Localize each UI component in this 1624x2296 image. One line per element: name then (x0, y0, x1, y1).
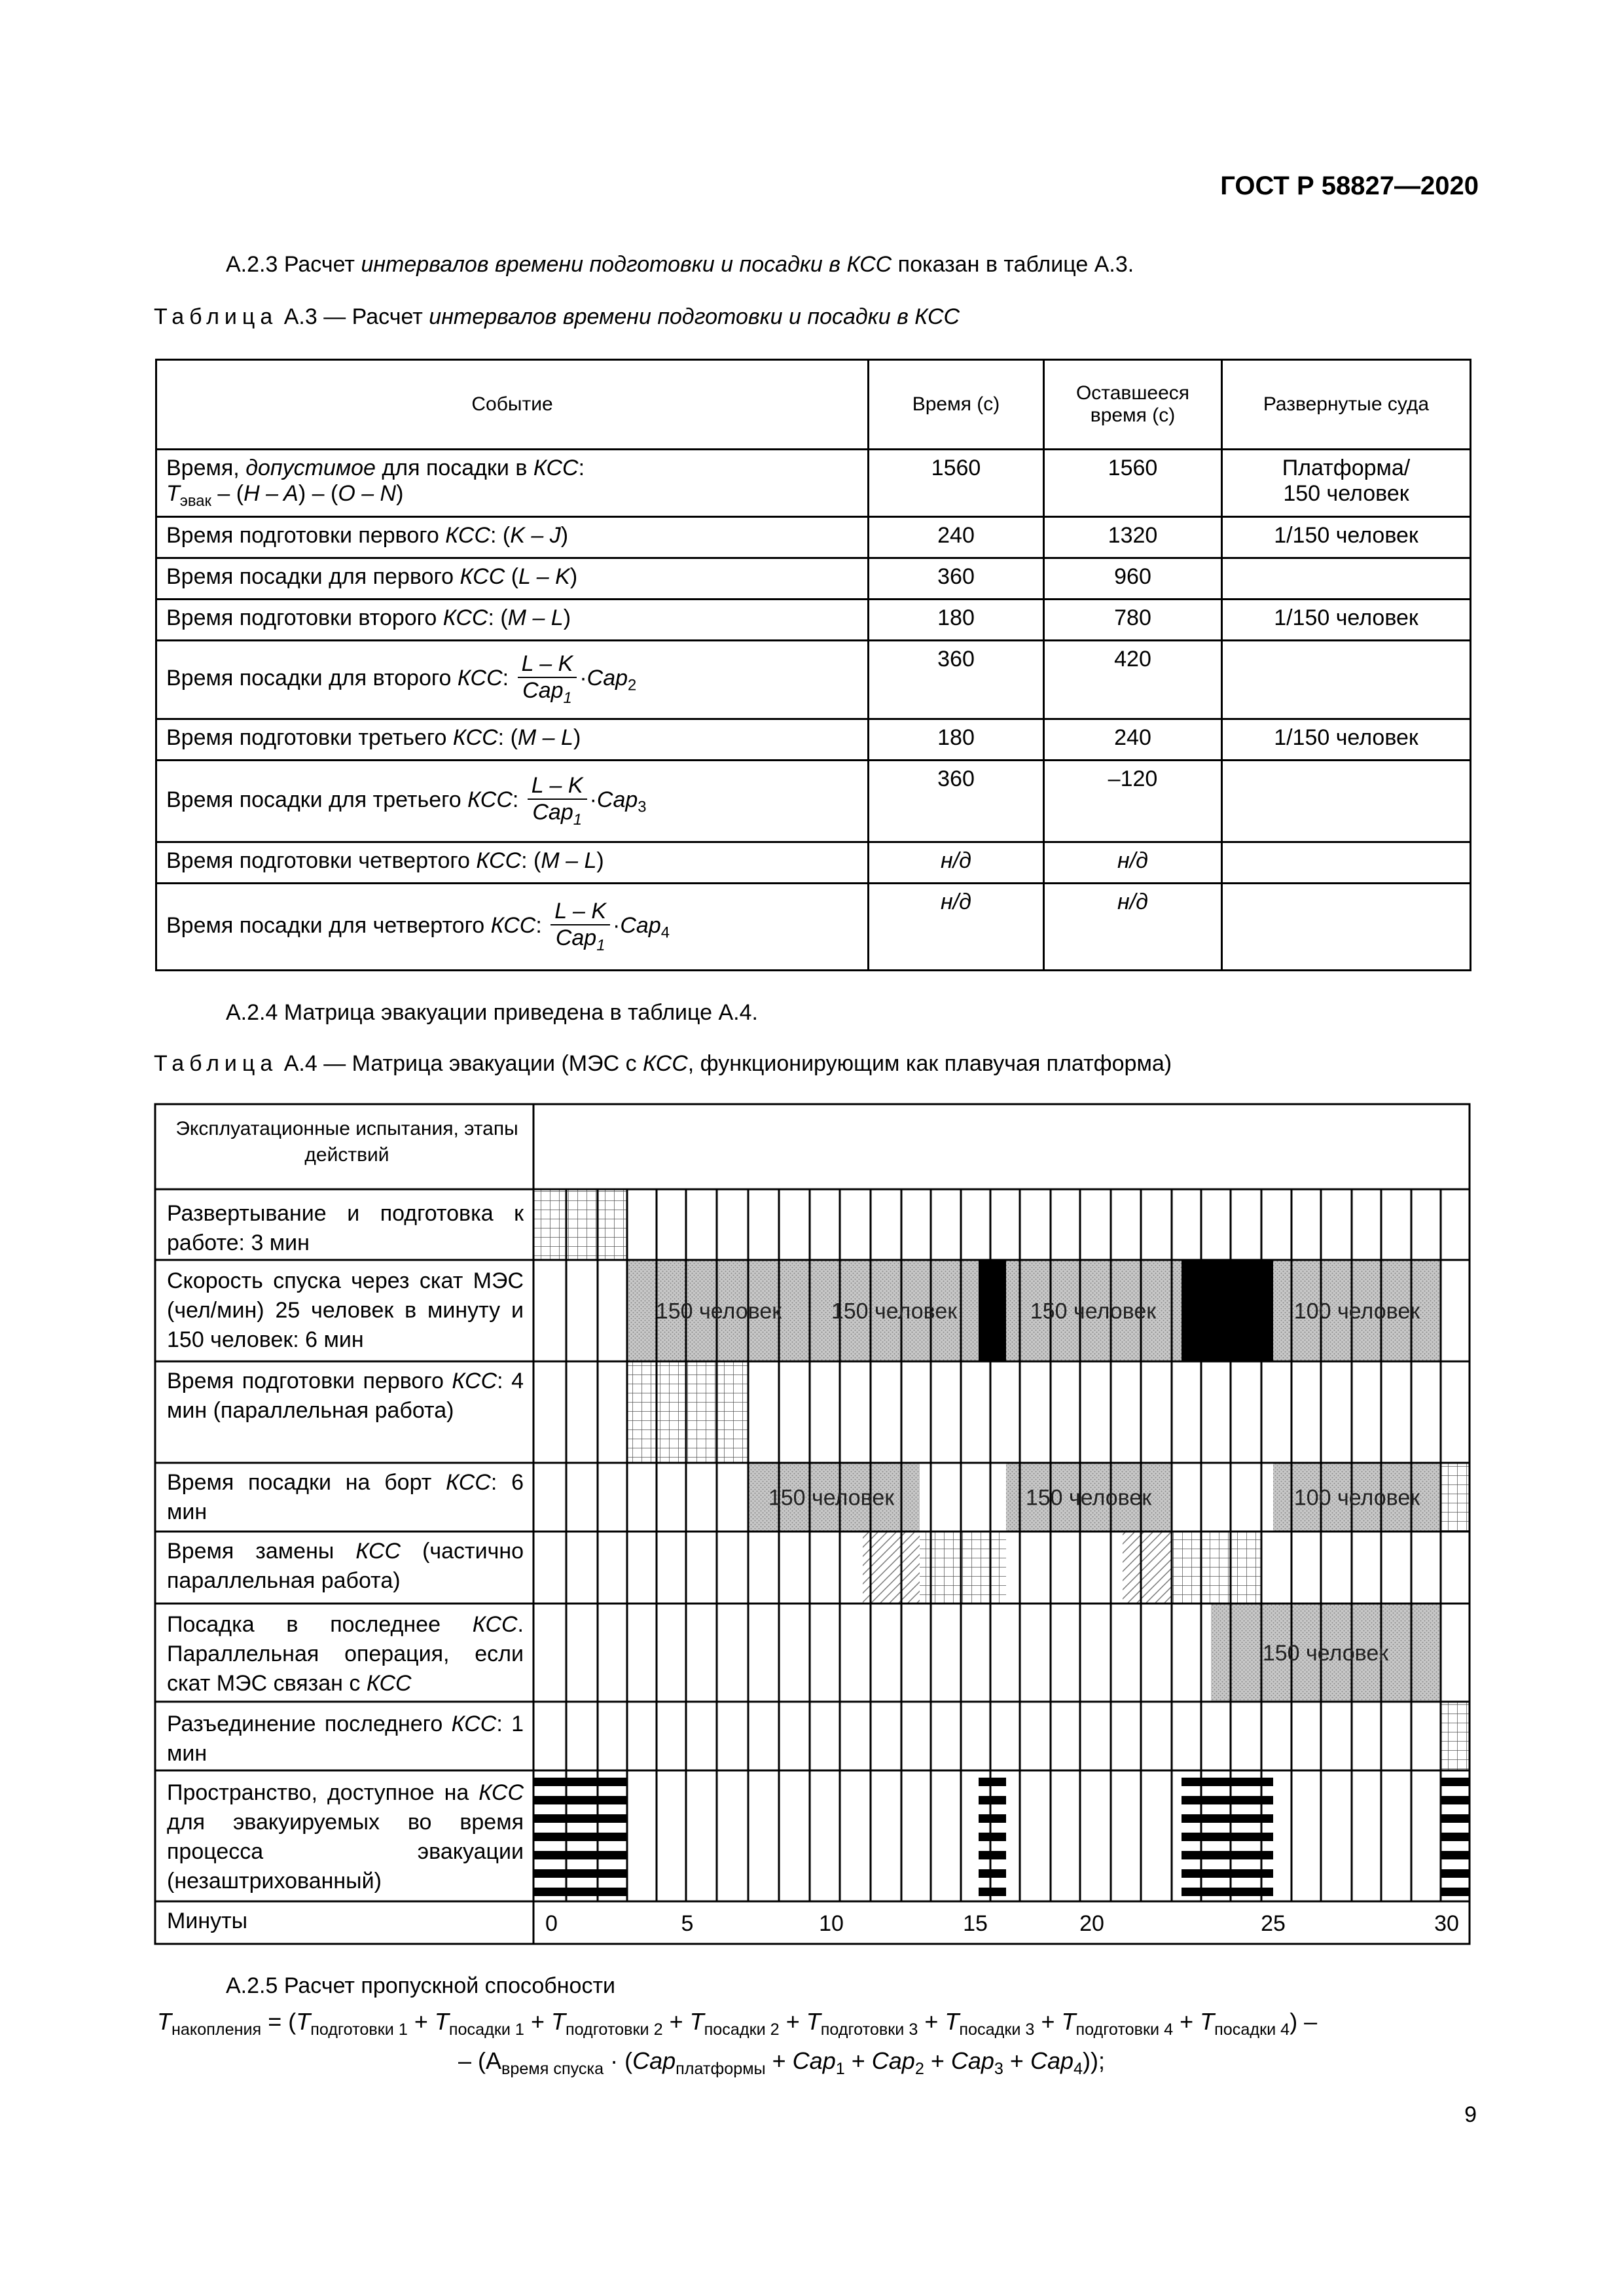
th-ships: Развернутые суда (1222, 360, 1471, 450)
matrix-row-label: Время замены КСС (частично параллельная работа) (167, 1539, 524, 1593)
event-cell: Время подготовки первого КСС: (K – J) (156, 516, 869, 558)
caption-word: Таблица (154, 1051, 278, 1076)
matrix-row-label: Разъединение последнего КСС: 1 мин (167, 1712, 524, 1766)
disconnect-block (1441, 1702, 1470, 1770)
bar-label: 150 человек (655, 1299, 782, 1324)
minute-tick-label: 0 (545, 1911, 558, 1936)
formula-line-2: – $(А_{время спуска} \cdot (Cap_{платформы} + Cap_1 + Cap_2 + Cap_3 + Cap_4))$; (458, 2047, 1105, 2079)
time-cell: н/д (869, 842, 1044, 883)
bar-label: 150 человек (1025, 1485, 1152, 1511)
a23-tail: показан в таблице А.3. (892, 252, 1134, 277)
bar-label: 100 человек (1293, 1299, 1420, 1324)
remaining-cell: 420 (1044, 640, 1222, 719)
bar-label: 150 человек (1030, 1299, 1157, 1324)
a23-italic: интервалов времени подготовки и посадки в КСС (361, 252, 892, 277)
time-cell: н/д (869, 883, 1044, 970)
remaining-cell: –120 (1044, 760, 1222, 842)
time-cell: 180 (869, 719, 1044, 760)
th-event: Событие (156, 360, 869, 450)
event-cell: Время подготовки третьего КСС: (M – L) (156, 719, 869, 760)
ships-cell: 1/150 человек (1222, 599, 1471, 640)
matrix-fills (533, 1189, 1470, 1901)
time-cell: 240 (869, 516, 1044, 558)
matrix-row-label: Скорость спуска через скат МЭС (чел/мин) 25 человек в минуту и 150 человек: 6 мин (167, 1268, 524, 1352)
minute-tick-label: 20 (1079, 1911, 1104, 1936)
minute-tick-label: 25 (1261, 1911, 1286, 1936)
section-a25: А.2.5 Расчет пропускной способности (226, 1973, 616, 1998)
bar-label: 150 человек (1262, 1641, 1389, 1666)
th-remaining: Оставшееся время (с) (1044, 360, 1222, 450)
ships-cell: 1/150 человек (1222, 719, 1471, 760)
swap-block (1123, 1532, 1172, 1604)
minute-tick-label: 30 (1434, 1911, 1459, 1936)
th-time: Время (с) (869, 360, 1044, 450)
fraction: $\frac{L - K}{Cap_1}$ (528, 773, 587, 829)
matrix-row-label: Время подготовки первого КСС: 4 мин (параллельная работа) (167, 1369, 524, 1423)
remaining-cell: 240 (1044, 719, 1222, 760)
bar-label: 150 человек (768, 1485, 895, 1511)
fraction: $\frac{L - K}{Cap_1}$ (518, 651, 577, 708)
remaining-cell: 1560 (1044, 450, 1222, 517)
ships-cell: 1/150 человек (1222, 516, 1471, 558)
matrix-row-label: Развертывание и подготовка к работе: 3 мин (167, 1201, 524, 1255)
caption-num: А.3 — Расчет (278, 304, 429, 329)
remaining-cell: н/д (1044, 883, 1222, 970)
event-cell: Время, допустимое для посадки в КСС: $Т_{эвак} - (H - A) - (O - N)$ (156, 450, 869, 517)
remaining-cell: 960 (1044, 558, 1222, 599)
swap-block (1172, 1532, 1261, 1604)
bar-label: 100 человек (1293, 1485, 1420, 1511)
caption-tail: , функционирующим как плавучая платформа) (687, 1051, 1172, 1076)
slide-pause-block (979, 1260, 1006, 1361)
event-cell: Время подготовки второго КСС: (M – L) (156, 599, 869, 640)
caption-italic: интервалов времени подготовки и посадки в КСС (429, 304, 960, 329)
time-cell: 360 (869, 640, 1044, 719)
document-code: ГОСТ Р 58827—2020 (1220, 171, 1479, 200)
remaining-cell: 1320 (1044, 516, 1222, 558)
prep-block (627, 1361, 748, 1463)
space-block (979, 1770, 1006, 1901)
caption-italic: КСС (643, 1051, 688, 1076)
formula-line-1: $Т_{накопления} = (Т_{подготовки 1} + Т_{посадки 1} + Т_{подготовки 2} + Т_{посадки 2} + Т_{подготовки 3} + Т_{посадки 3} + Т_{подготовки 4} + Т_{посадки 4})$ – (157, 2008, 1318, 2039)
remaining-cell: 780 (1044, 599, 1222, 640)
caption-text: А.4 — Матрица эвакуации (МЭС с (278, 1051, 643, 1076)
minute-tick-label: 5 (681, 1911, 694, 1936)
matrix-header: Эксплуатационные испытания, этапы действий (175, 1118, 518, 1166)
event-cell: Время посадки для второго КСС: $\frac{L - K}{Cap_1}$ ·Cap$_2$ (156, 640, 869, 719)
slide-pause-block (1182, 1260, 1273, 1361)
ships-cell: Платформа/ 150 человек (1222, 450, 1471, 517)
minute-ticks (545, 1911, 1459, 1936)
matrix-row-label: Время посадки на борт КСС: 6 мин (167, 1470, 524, 1524)
space-block (1182, 1770, 1273, 1901)
time-cell: 1560 (869, 450, 1044, 517)
bar-label: 150 человек (831, 1299, 958, 1324)
fraction: $\frac{L - K}{Cap_1}$ (550, 899, 610, 955)
page-number: 9 (1464, 2102, 1477, 2127)
matrix-row-label: Посадка в последнее КСС. Параллельная операция, если скат МЭС связан с КСС (167, 1612, 524, 1696)
deploy-block (533, 1189, 627, 1260)
space-block (533, 1770, 627, 1901)
remaining-cell: н/д (1044, 842, 1222, 883)
section-a24: А.2.4 Матрица эвакуации приведена в таблице А.4. (226, 1000, 758, 1025)
space-block (1441, 1770, 1470, 1901)
event-cell: Время посадки для четвертого КСС: $\frac{L - K}{Cap_1}$ ·Cap$_4$ (156, 883, 869, 970)
minute-tick-label: 10 (819, 1911, 844, 1936)
event-cell: Время посадки для третьего КСС: $\frac{L - K}{Cap_1}$ ·Cap$_3$ (156, 760, 869, 842)
time-cell: 360 (869, 760, 1044, 842)
boarding-end-block (1441, 1463, 1470, 1532)
caption-word: Таблица (154, 304, 278, 329)
event-cell: Время посадки для первого КСС (L – K) (156, 558, 869, 599)
matrix-row-label: Пространство, доступное на КСС для эвакуируемых во время процесса эвакуации (незаштрихованный) (167, 1780, 524, 1893)
time-cell: 180 (869, 599, 1044, 640)
swap-block (920, 1532, 1006, 1604)
time-cell: 360 (869, 558, 1044, 599)
minutes-label: Минуты (167, 1909, 248, 1933)
event-cell: Время подготовки четвертого КСС: (M – L) (156, 842, 869, 883)
a23-text: А.2.3 Расчет (226, 252, 361, 277)
minute-tick-label: 15 (963, 1911, 988, 1936)
